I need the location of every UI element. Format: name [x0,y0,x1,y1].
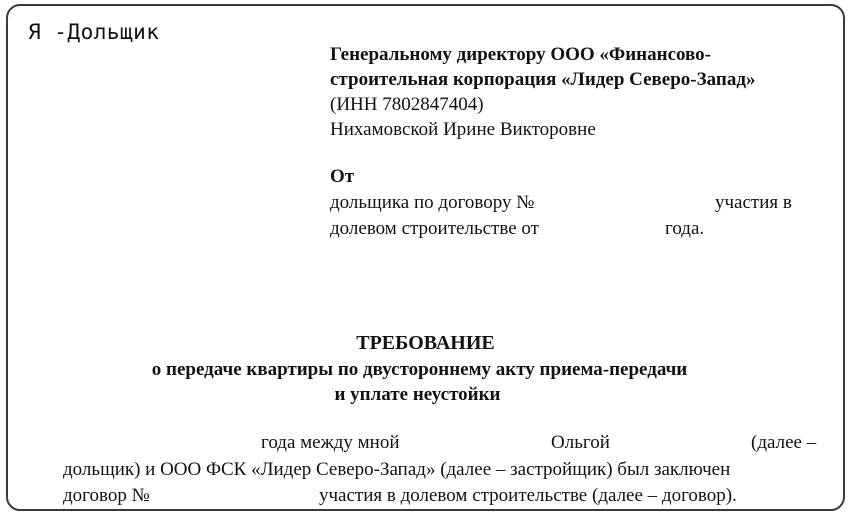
handwritten-note: Я -Дольщик [28,20,160,44]
body-line-1-b: Ольгой [551,432,610,453]
body-line-1-a: года между мной [261,432,400,453]
redacted-name [359,169,519,187]
document-subtitle-2: и уплате неустойки [334,384,501,405]
addressee-block [330,42,755,142]
addressee-inn: (ИНН 7802847404) [330,94,484,115]
document-frame [6,4,845,511]
body-line-3-a: договор № [63,485,150,506]
body-line-3-b: участия в долевом строительстве (далее – договор). [319,485,737,506]
addressee-name: Нихамовской Ирине Викторовне [330,119,596,140]
body-line-2-text: дольщик) и ООО ФСК «Лидер Северо-Запад» (далее – застройщик) был заключен [63,459,731,480]
body-line-1-c: (далее – [751,432,817,453]
sender-date-label: долевом строительстве от [330,218,539,239]
document-title: ТРЕБОВАНИЕ [356,332,495,354]
addressee-line-2: строительная корпорация «Лидер Северо-Запад» [330,69,756,90]
addressee-line-1: Генеральному директору ООО «Финансово- [330,44,711,65]
document-subtitle-1: о передаче квартиры по двустороннему акту приема-передачи [151,359,688,380]
sender-contract-end: участия в [715,192,792,213]
sender-from-label: От [330,166,355,187]
sender-date-end: года. [665,218,705,239]
sender-block [330,164,810,242]
sender-contract-label: дольщика по договору № [330,192,535,213]
